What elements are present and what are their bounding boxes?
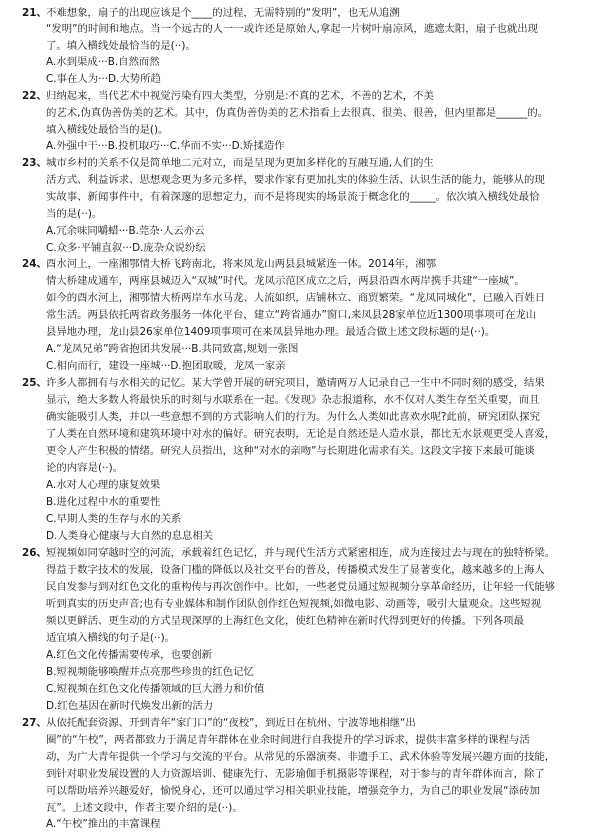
question-text-line: 瓦”。上述文段中，作者主要介绍的是(··)。 — [46, 802, 243, 814]
question-text-line: 频以更鲜活、更生动的方式呈现深厚的上海红色文化，使红色精神在新时代得到更好的传播。下列各项最 — [46, 615, 524, 627]
question-number: 24、 — [22, 258, 47, 270]
option-line: C.短视频在红色文化传播领域的巨大潜力和价值 — [46, 683, 265, 695]
question-text-line: 如今的酉水河上，湘鄂情大桥两岸车水马龙、人流如织，店铺林立、商贸繁荣。“龙凤同城化”，已融入百姓日 — [46, 292, 546, 304]
question-text-line: 更令人产生积极的情绪。研究人员指出，这种“对水的亲吻”与长期进化需求有关。这段文字接下来最可能谈 — [46, 445, 535, 457]
question-number: 27、 — [22, 717, 47, 729]
question-text-line: 圈”的“午校”，两者都致力于满足青年群体在业余时间进行自我提升的学习诉求，提供丰富多样的课程与活 — [46, 734, 530, 746]
option-line: C.早期人类的生存与水的关系 — [46, 513, 182, 525]
question-text-line: 动，为广大青年提供一个学习与交流的平台。从常见的乐器演奏、非遗手工、武术体验等发展兴趣方面的技能， — [46, 751, 556, 763]
option-line: C.相向而行，建设一座城···D.抱团取暖，龙凤一家亲 — [46, 360, 286, 372]
question-number: 21、 — [22, 7, 47, 19]
question-number: 26、 — [22, 547, 47, 559]
question-text-line: 听到真实的历史声音;也有专业媒体和制作团队创作红色短视频,如微电影、动画等，吸引大量观众。这些短视 — [46, 598, 542, 610]
option-line: D.人类身心健康与大自然的息息相关 — [46, 530, 214, 542]
option-line: C.众多·平铺直叙···D.庞杂众说纷纭 — [46, 242, 206, 254]
question-text-line: 不难想象，扇子的出现应该是个____的过程，无需特别的“发明”，也无从追溯 — [46, 7, 400, 19]
question-text-line: 填入横线处最恰当的是()。 — [46, 124, 169, 136]
question-text-line: 活方式、利益诉求、思想观念更为多元多样，要求作家有更加扎实的体验生活、认识生活的能力，能够从的现 — [46, 174, 545, 186]
question-text-line: 许多人都拥有与水相关的记忆。某大学曾开展的研究项目，邀请两万人记录自己一生中不同时刻的感受，结果 — [46, 377, 545, 389]
option-line: A.冗余味同嚼蜡···B.莞杂·人云亦云 — [46, 225, 205, 237]
option-line: A.红色文化传播需要传承，也要创新 — [46, 649, 213, 661]
question-text-line: 的艺术,伪真伪善伪美的艺术。其中，伪真伪善伪美的艺术指看上去很真、很美、很善，但内里都是______的。 — [46, 107, 549, 119]
question-text-line: 了。填入横线处最恰当的是(··)。 — [46, 40, 196, 52]
question-text-line: 适宜填入横线的句子是(··)。 — [46, 632, 176, 644]
question-text-line: 当的是(··)。 — [46, 208, 103, 220]
question-text-line: “发明”的时间和地点。当一个远古的人一一或许还是原始人,拿起一片树叶扇凉风，遮遮太阳，扇子也就出现 — [46, 23, 539, 35]
question-text-line: 了人类在自然环境和建筑环境中对水的偏好。研究表明，无论是自然还是人造水景，都比无水景观更受人喜爱， — [46, 428, 556, 440]
question-text-line: 实故事、新闻事件中，有着深邃的思想定力，而不是将现实的场景流于概念化的_____。依次填入横线处最恰 — [46, 191, 540, 203]
question-text-line: 短视频如同穿越时空的河流，承载着红色记忆，并与现代生活方式紧密相连，成为连接过去与现在的独特桥梁。 — [46, 547, 556, 559]
question-text-line: 归纳起来，当代艺术中视觉污染有四大类型，分别是:不真的艺术，不善的艺术，不美 — [46, 90, 434, 102]
question-text-line: 论的内容是(··)。 — [46, 462, 124, 474]
option-line: C.事在人为···D.大势所趋 — [46, 73, 161, 85]
option-line: B.进化过程中水的重要性 — [46, 496, 161, 508]
question-number: 22、 — [22, 90, 47, 102]
question-text-line: 确实能吸引人类，并以一些意想不到的方式影响人们的行为。为什么人类如此喜欢水呢?此前，研究团队探究 — [46, 411, 540, 423]
question-text-line: 得益于数字技术的发展，设备门槛的降低以及社交平台的普及，传播模式发生了显著变化，越来越多的上海人 — [46, 564, 545, 576]
option-line: B.短视频能够唤醒并点亮那些珍贵的红色记忆 — [46, 666, 254, 678]
question-text-line: 显示，绝大多数人将最快乐的时刻与水联系在一起。《发现》杂志报道称，水不仅对人类生存至关重要，而且 — [46, 394, 540, 406]
option-line: D.红色基因在新时代焕发出新的活力 — [46, 700, 214, 712]
question-text-line: 可以帮助培养兴趣爱好，愉悦身心，还可以通过学习相关职业技能，增强竞争力，为自己的职业发展“添砖加 — [46, 785, 540, 797]
question-text-line: 民自发参与到对红色文化的重构传与再次创作中。比如，一些老党员通过短视频分享革命经历，让年轻一代能够 — [46, 581, 556, 593]
question-text-line: 到针对职业发展设置的人力资源培训、健康先行、无影瑜伽手机摄影等课程，对于参与的青年群体而言，除了 — [46, 768, 545, 780]
question-text-line: 县异地办理，龙山县26家单位1409项事项可在来凤县异地办理。最适合做上述文段标题的是(··)。 — [46, 326, 496, 338]
option-line: A.“龙凤兄弟”跨省抱团共发展···B.共同致富,规划一张图 — [46, 343, 299, 355]
option-line: A.外强中干···B.投机取巧···C.华而不实···D.矫揉造作 — [46, 140, 285, 152]
question-text-line: 情大桥建成通车，两座县城迈入“双城”时代。龙凤示范区成立之后，两县沿酉水两岸携手共建“一座城”。 — [46, 275, 525, 287]
question-text-line: 酉水河上，一座湘鄂情大桥飞跨南北，将来凤龙山两县县城紧连一体。2014年，湘鄂 — [46, 258, 437, 270]
question-text-line: 城市乡村的关系不仅是简单地二元对立，而是呈现为更加多样化的互融互通,人们的生 — [46, 157, 434, 169]
option-line: A.“午校”推出的丰富课程 — [46, 818, 161, 830]
option-line: A.水到渠成···B.自然而然 — [46, 56, 160, 68]
question-number: 23、 — [22, 157, 47, 169]
question-number: 25、 — [22, 377, 47, 389]
option-line: A.水对人心理的康复效果 — [46, 479, 161, 491]
question-text-line: 从依托配套资源、开到青年“家门口”的“夜校”，到近日在杭州、宁波等地相继“出 — [46, 717, 416, 729]
question-text-line: 常生活。两县依托两省政务服务一体化平台，建立“跨省通办”窗口,来凤县28家单位近1300项事项可在龙山 — [46, 309, 537, 321]
